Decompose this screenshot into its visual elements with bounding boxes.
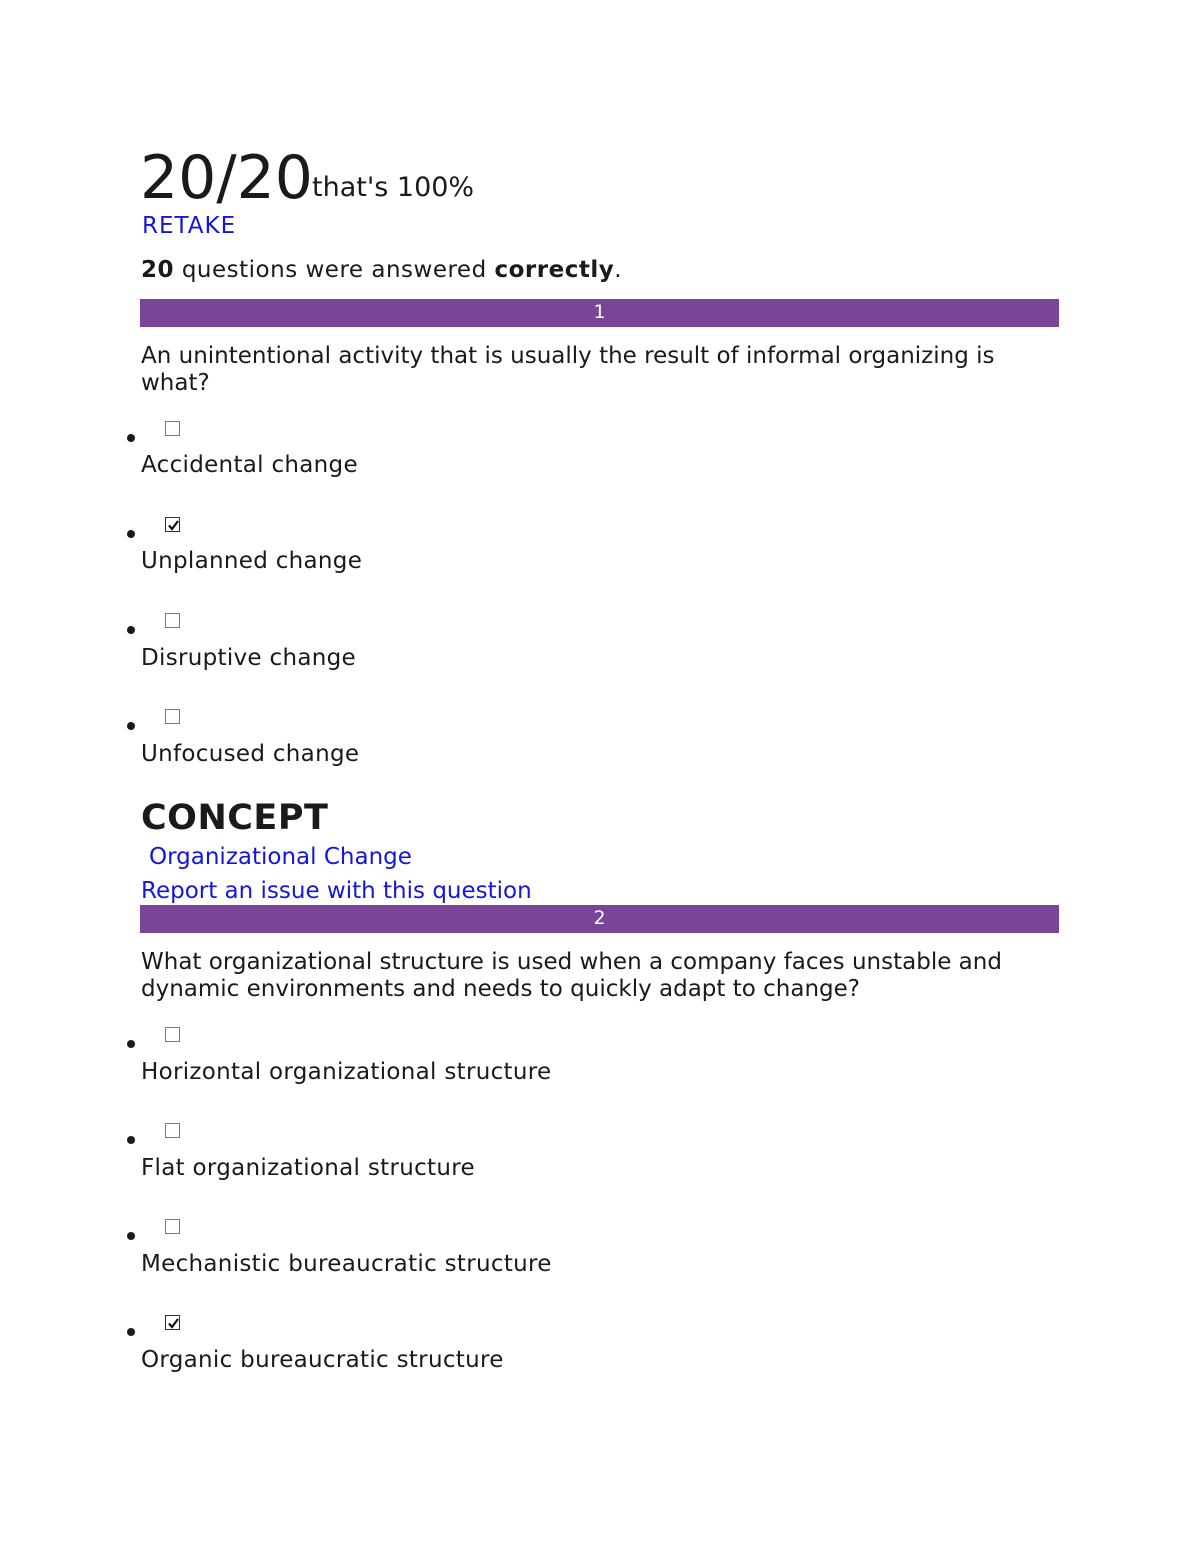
concept-heading: CONCEPT: [141, 798, 329, 838]
list-bullet: [127, 434, 135, 442]
summary-correctly: correctly: [494, 257, 615, 283]
question-number-bar: 1: [140, 299, 1059, 327]
list-bullet: [127, 1040, 135, 1048]
answer-option-label: Unplanned change: [141, 548, 363, 574]
list-bullet: [127, 1136, 135, 1144]
list-bullet: [127, 1232, 135, 1240]
question-text: What organizational structure is used when a company faces unstable and dynamic environments and needs to quickly adapt to change?: [141, 949, 1002, 1002]
checkmark-icon: [166, 518, 181, 533]
score-value: 20/20: [140, 143, 313, 213]
question-number-bar: 2: [140, 905, 1059, 933]
retake-link[interactable]: RETAKE: [142, 213, 237, 239]
answer-checkbox[interactable]: [165, 1027, 180, 1042]
list-bullet: [127, 626, 135, 634]
summary-end: .: [614, 257, 623, 283]
checkmark-icon: [166, 1316, 181, 1331]
answer-option-label: Unfocused change: [141, 741, 360, 767]
question-text: An unintentional activity that is usually the result of informal organizing is what?: [141, 343, 995, 396]
list-bullet: [127, 1328, 135, 1336]
answer-checkbox[interactable]: [165, 517, 180, 532]
summary-middle-text: questions were answered: [174, 257, 495, 283]
list-bullet: [127, 722, 135, 730]
answer-checkbox[interactable]: [165, 1315, 180, 1330]
concept-link[interactable]: Organizational Change: [149, 844, 412, 870]
answer-option-label: Organic bureaucratic structure: [141, 1347, 504, 1373]
answer-checkbox[interactable]: [165, 1123, 180, 1138]
summary-count: 20: [141, 257, 175, 283]
answer-checkbox[interactable]: [165, 613, 180, 628]
answer-option-label: Accidental change: [141, 452, 358, 478]
answer-option-label: Mechanistic bureaucratic structure: [141, 1251, 552, 1277]
answer-checkbox[interactable]: [165, 709, 180, 724]
answer-checkbox[interactable]: [165, 1219, 180, 1234]
answer-option-label: Flat organizational structure: [141, 1155, 475, 1181]
report-issue-link[interactable]: Report an issue with this question: [141, 878, 532, 904]
answer-checkbox[interactable]: [165, 421, 180, 436]
score-percent-text: that's 100%: [312, 172, 475, 203]
results-summary: [141, 255, 622, 285]
list-bullet: [127, 530, 135, 538]
answer-option-label: Disruptive change: [141, 645, 356, 671]
answer-option-label: Horizontal organizational structure: [141, 1059, 552, 1085]
